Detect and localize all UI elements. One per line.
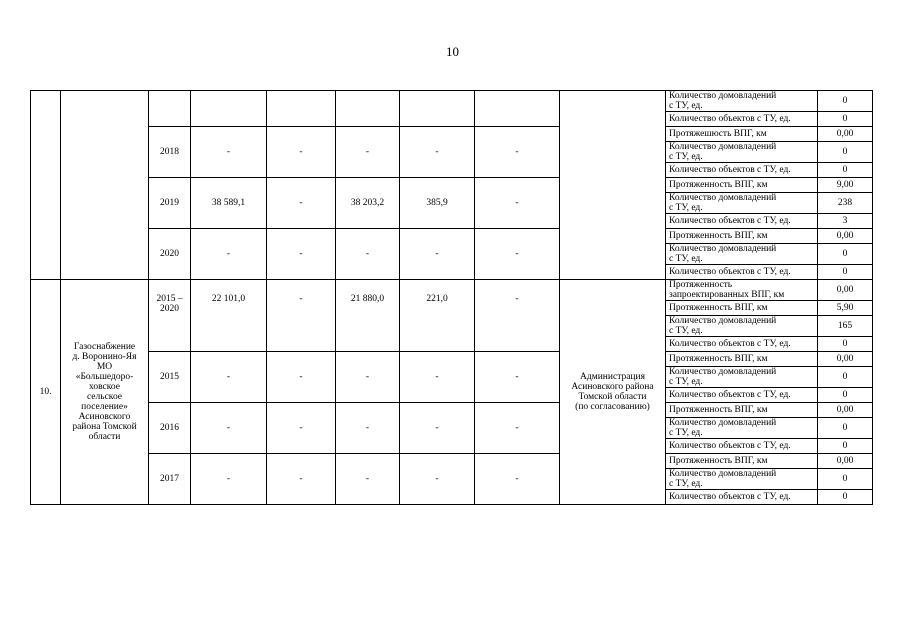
indicator-value-cell: 0: [818, 244, 873, 265]
regional-funding-cell: -: [336, 403, 400, 454]
indicator-value-cell: 0,00: [818, 229, 873, 244]
federal-funding-cell: -: [267, 178, 336, 229]
table-row: [31, 280, 873, 301]
indicator-name-cell: Количество домовладений с ТУ, ед.: [666, 193, 818, 214]
total-funding-cell: [191, 91, 267, 127]
regional-funding-cell: -: [336, 127, 400, 178]
regional-funding-cell: -: [336, 352, 400, 403]
regional-funding-cell: 21 880,0: [336, 280, 400, 352]
executor-cell: [560, 91, 666, 280]
item-number-cell: [31, 91, 61, 280]
indicator-name-cell: Протяженность запроектированных ВПГ, км: [666, 280, 818, 301]
indicator-name-cell: Количество объектов с ТУ, ед.: [666, 163, 818, 178]
table-row: [31, 178, 873, 193]
federal-funding-cell: -: [267, 454, 336, 505]
item-name-cell: Газоснабжение д. Воронино-Яя МО «Большедоро- ховское сельское поселение» Асиновского района Томской области: [61, 280, 149, 505]
indicator-value-cell: 165: [818, 316, 873, 337]
indicator-name-cell: Протяженность ВПГ, км: [666, 301, 818, 316]
local-funding-cell: -: [400, 352, 475, 403]
year-cell: 2017: [149, 454, 191, 505]
indicator-name-cell: Протяженность ВПГ, км: [666, 403, 818, 418]
year-cell: 2015: [149, 352, 191, 403]
indicator-name-cell: Количество домовладений с ТУ, ед.: [666, 469, 818, 490]
local-funding-cell: -: [400, 127, 475, 178]
local-funding-cell: 221,0: [400, 280, 475, 352]
indicator-value-cell: 0: [818, 367, 873, 388]
federal-funding-cell: [267, 91, 336, 127]
year-cell: 2019: [149, 178, 191, 229]
regional-funding-cell: -: [336, 454, 400, 505]
total-funding-cell: -: [191, 127, 267, 178]
local-funding-cell: -: [400, 403, 475, 454]
indicator-value-cell: 9,00: [818, 178, 873, 193]
indicator-value-cell: 0,00: [818, 403, 873, 418]
indicator-name-cell: Количество домовладений с ТУ, ед.: [666, 91, 818, 112]
indicator-value-cell: 0,00: [818, 352, 873, 367]
other-funding-cell: [475, 91, 560, 127]
federal-funding-cell: -: [267, 280, 336, 352]
indicator-value-cell: 0: [818, 112, 873, 127]
indicator-name-cell: Протяженность ВПГ, км: [666, 178, 818, 193]
year-cell: 2020: [149, 229, 191, 280]
indicator-name-cell: Протяжешюсть ВПГ, км: [666, 127, 818, 142]
indicator-name-cell: Количество объектов с ТУ, ед.: [666, 439, 818, 454]
indicator-value-cell: 0: [818, 490, 873, 505]
indicator-name-cell: Количество домовладений с ТУ, ед.: [666, 316, 818, 337]
regional-funding-cell: 38 203,2: [336, 178, 400, 229]
indicator-name-cell: Количество объектов с ТУ, ед.: [666, 388, 818, 403]
indicator-name-cell: Протяженность ВПГ, км: [666, 229, 818, 244]
table-row: [31, 403, 873, 418]
other-funding-cell: -: [475, 127, 560, 178]
indicator-name-cell: Количество объектов с ТУ, ед.: [666, 265, 818, 280]
federal-funding-cell: -: [267, 403, 336, 454]
indicator-name-cell: Количество объектов с ТУ, ед.: [666, 490, 818, 505]
total-funding-cell: 38 589,1: [191, 178, 267, 229]
federal-funding-cell: -: [267, 127, 336, 178]
other-funding-cell: -: [475, 178, 560, 229]
table-row: [31, 229, 873, 244]
local-funding-cell: 385,9: [400, 178, 475, 229]
federal-funding-cell: -: [267, 352, 336, 403]
other-funding-cell: -: [475, 403, 560, 454]
indicator-value-cell: 0,00: [818, 127, 873, 142]
year-cell: 2015 – 2020: [149, 280, 191, 352]
indicator-value-cell: 0: [818, 439, 873, 454]
indicator-value-cell: 0,00: [818, 454, 873, 469]
indicator-name-cell: Количество домовладений с ТУ, ед.: [666, 367, 818, 388]
table-row: [31, 454, 873, 469]
indicator-value-cell: 0: [818, 469, 873, 490]
indicator-value-cell: 0: [818, 418, 873, 439]
other-funding-cell: -: [475, 280, 560, 352]
total-funding-cell: -: [191, 352, 267, 403]
indicator-value-cell: 5,90: [818, 301, 873, 316]
indicator-name-cell: Протяженность ВПГ, км: [666, 454, 818, 469]
table-row: [31, 91, 873, 112]
year-cell: [149, 91, 191, 127]
total-funding-cell: -: [191, 229, 267, 280]
indicator-value-cell: 3: [818, 214, 873, 229]
total-funding-cell: 22 101,0: [191, 280, 267, 352]
indicator-name-cell: Количество домовладений с ТУ, ед.: [666, 244, 818, 265]
program-table: [30, 90, 873, 505]
indicator-name-cell: Протяженность ВПГ, км: [666, 352, 818, 367]
indicator-value-cell: 0: [818, 337, 873, 352]
indicator-name-cell: Количество домовладений с ТУ, ед.: [666, 142, 818, 163]
local-funding-cell: [400, 91, 475, 127]
federal-funding-cell: -: [267, 229, 336, 280]
table-row: [31, 127, 873, 142]
item-name-cell: [61, 91, 149, 280]
table-row: [31, 352, 873, 367]
page-number: 10: [446, 44, 459, 59]
total-funding-cell: -: [191, 403, 267, 454]
indicator-value-cell: 0,00: [818, 280, 873, 301]
other-funding-cell: -: [475, 454, 560, 505]
indicator-name-cell: Количество домовладений с ТУ, ед.: [666, 418, 818, 439]
total-funding-cell: -: [191, 454, 267, 505]
executor-cell: Администрация Асиновского района Томской области (по согласованию): [560, 280, 666, 505]
item-number-cell: 10.: [31, 280, 61, 505]
indicator-value-cell: 0: [818, 142, 873, 163]
other-funding-cell: -: [475, 229, 560, 280]
indicator-name-cell: Количество объектов с ТУ, ед.: [666, 112, 818, 127]
year-cell: 2018: [149, 127, 191, 178]
indicator-value-cell: 238: [818, 193, 873, 214]
indicator-value-cell: 0: [818, 163, 873, 178]
regional-funding-cell: -: [336, 229, 400, 280]
local-funding-cell: -: [400, 454, 475, 505]
indicator-value-cell: 0: [818, 265, 873, 280]
indicator-name-cell: Количество объектов с ТУ, ед.: [666, 337, 818, 352]
regional-funding-cell: [336, 91, 400, 127]
indicator-value-cell: 0: [818, 388, 873, 403]
indicator-value-cell: 0: [818, 91, 873, 112]
local-funding-cell: -: [400, 229, 475, 280]
other-funding-cell: -: [475, 352, 560, 403]
indicator-name-cell: Количество объектов с ТУ, ед.: [666, 214, 818, 229]
year-cell: 2016: [149, 403, 191, 454]
